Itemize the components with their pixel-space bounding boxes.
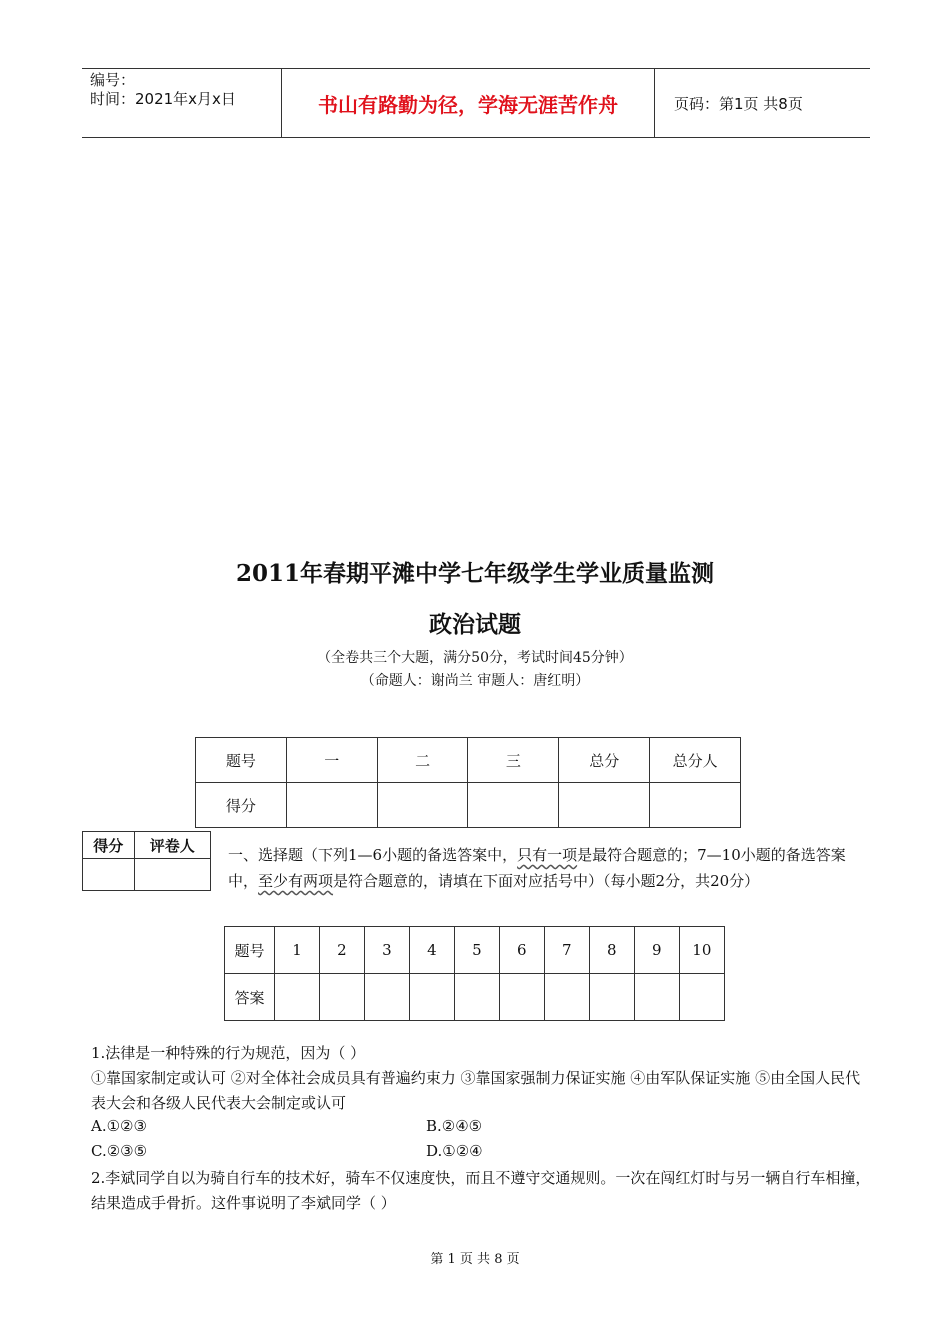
only-one-emphasis: 只有一项 <box>517 846 578 864</box>
header-motto: 书山有路勤为径，学海无涯苦作舟 <box>281 69 655 137</box>
answer-row-label: 答案 <box>225 974 275 1021</box>
question-1-option-c: C.②③⑤ <box>91 1142 148 1160</box>
section1-text: 一、选择题（下列1—6小题的备选答案中， <box>228 846 518 864</box>
score-header-cell: 总分 <box>559 738 650 783</box>
score-header-cell: 题号 <box>196 738 287 783</box>
question-1-option-b: B.②④⑤ <box>426 1117 483 1135</box>
answer-cell[interactable] <box>319 974 364 1021</box>
question-number-cell: 8 <box>589 927 634 974</box>
grader-score-cell[interactable] <box>83 859 135 891</box>
answer-table <box>224 926 725 1021</box>
answer-cell[interactable] <box>364 974 409 1021</box>
at-least-two-emphasis: 至少有两项 <box>258 872 334 890</box>
score-input-cell[interactable] <box>286 783 377 828</box>
section1-instructions <box>228 842 864 894</box>
answer-cell[interactable] <box>499 974 544 1021</box>
answer-cell[interactable] <box>274 974 319 1021</box>
time-label: 时间：2021年x月x日 <box>90 90 236 108</box>
question-2-stem: 2.李斌同学自以为骑自行车的技术好，骑车不仅速度快，而且不遵守交通规则。一次在闯红灯时与另一辆自行车相撞，结果造成手骨折。这件事说明了李斌同学（ ） <box>91 1169 871 1212</box>
score-row-label: 得分 <box>196 783 287 828</box>
score-input-cell[interactable] <box>468 783 559 828</box>
grader-name-cell[interactable] <box>134 859 210 891</box>
document-header <box>82 68 870 138</box>
answer-cell[interactable] <box>544 974 589 1021</box>
page-label: 页码：第1页 共8页 <box>674 94 803 113</box>
question-number-cell: 5 <box>454 927 499 974</box>
header-page-label <box>664 69 870 137</box>
exam-subtitle: 政治试题 <box>429 611 521 638</box>
score-header-cell: 总分人 <box>650 738 741 783</box>
answer-cell[interactable] <box>454 974 499 1021</box>
score-header-cell: 一 <box>286 738 377 783</box>
grader-box <box>82 831 211 891</box>
question-number-cell: 6 <box>499 927 544 974</box>
answer-cell[interactable] <box>589 974 634 1021</box>
answer-row-label: 题号 <box>225 927 275 974</box>
exam-authors: （命题人：谢尚兰 审题人：唐红明） <box>360 673 590 689</box>
score-header-cell: 三 <box>468 738 559 783</box>
question-1-option-a: A.①②③ <box>91 1117 147 1135</box>
question-number-cell: 4 <box>409 927 454 974</box>
grader-score-label: 得分 <box>83 832 135 859</box>
question-number-cell: 10 <box>679 927 724 974</box>
score-input-cell[interactable] <box>650 783 741 828</box>
exam-title: 2011年春期平滩中学七年级学生学业质量监测 <box>235 560 714 587</box>
answer-cell[interactable] <box>409 974 454 1021</box>
section1-text: 是符合题意的，请填在下面对应括号中）（每小题2分，共20分） <box>333 872 760 890</box>
score-input-cell[interactable] <box>559 783 650 828</box>
question-number-cell: 2 <box>319 927 364 974</box>
question-number-cell: 7 <box>544 927 589 974</box>
question-1-stem: 1.法律是一种特殊的行为规范，因为（ ） <box>91 1044 366 1062</box>
grader-name-label: 评卷人 <box>134 832 210 859</box>
score-table <box>195 737 741 828</box>
page-footer: 第 1 页 共 8 页 <box>430 1252 520 1267</box>
section1-text: 是最符合题意的；7—10小题的备选答案中， <box>228 846 846 890</box>
score-input-cell[interactable] <box>377 783 468 828</box>
answer-cell[interactable] <box>634 974 679 1021</box>
score-header-cell: 二 <box>377 738 468 783</box>
exam-note: （全卷共三个大题，满分50分，考试时间45分钟） <box>317 650 633 666</box>
answer-cell[interactable] <box>679 974 724 1021</box>
question-1-option-d: D.①②④ <box>426 1142 483 1160</box>
question-1-items: ①靠国家制定或认可 ②对全体社会成员具有普遍约束力 ③靠国家强制力保证实施 ④由军队保证实施 ⑤由全国人民代表大会和各级人民代表大会制定或认可 <box>91 1069 861 1112</box>
serial-label: 编号： <box>90 71 136 89</box>
question-number-cell: 1 <box>274 927 319 974</box>
question-number-cell: 3 <box>364 927 409 974</box>
header-meta <box>82 69 280 139</box>
question-number-cell: 9 <box>634 927 679 974</box>
